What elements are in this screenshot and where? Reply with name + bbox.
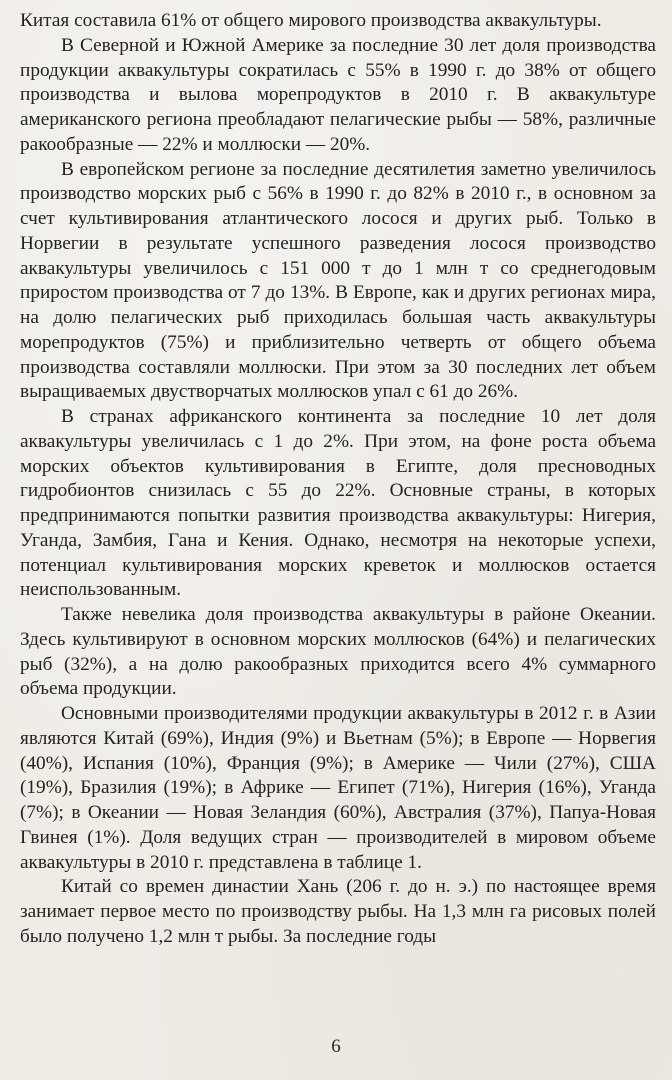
paragraph-americas: В Северной и Южной Америке за последние 30 лет доля производства продукции аквакультуры сократилась с 55% в 1990 г. до 38% от общего производства и вылова морепродуктов в 2010 г. В аквакультуре американского региона преобладают пелагические рыбы — 58%, различные ракообразные — 22% и моллюски — 20%. xyxy=(20,34,656,155)
paragraph-oceania: Также невелика доля производства аквакультуры в районе Океании. Здесь культивируют в основном морских моллюсков (64%) и пелагических рыб (32%), а на долю ракообразных приходится всего 4% суммарного объема продукции. xyxy=(20,604,656,700)
paragraph-africa: В странах африканского континента за последние 10 лет доля аквакультуры увеличилась с 1 до 2%. При этом, на фоне роста объема морских объектов культивирования в Египте, доля пресноводных гидробионтов снизилась с 55 до 22%. Основные страны, в которых предпринимаются попытки развития производства аквакультуры: Нигерия, Уганда, Замбия, Гана и Кения. Однако, несмотря на некоторые успехи, потенциал культивирования морских креветок и моллюсков остается неиспользованным. xyxy=(20,406,656,601)
paragraph-china: Китай со времен династии Хань (206 г. до н. э.) по настоящее время занимает первое место по производству рыбы. На 1,3 млн га рисовых полей было получено 1,2 млн т рыбы. За последние годы xyxy=(20,876,656,947)
paragraph-europe: В европейском регионе за последние десятилетия заметно увеличилось производство морских рыб с 56% в 1990 г. до 82% в 2010 г., в основном за счет культивирования атлантического лосося и других рыб. Только в Норвегии в результате успешного разведения лосося производство аквакультуры увеличилось с 151 000 т до 1 млн т со среднегодовым приростом производства от 7 до 13%. В Европе, как и других регионах мира, на долю пелагических рыб приходилась большая часть аквакультуры морепродуктов (75%) и приблизительно четверть от общего объема производства составляли моллюски. При этом за 30 последних лет объем выращиваемых двустворчатых моллюсков упал с 61 до 26%. xyxy=(20,158,656,403)
page-number: 6 xyxy=(331,1036,341,1057)
body-text xyxy=(20,9,656,950)
paragraph-continuation: Китая составила 61% от общего мирового производства аквакультуры. xyxy=(20,10,602,31)
paragraph-producers-2012: Основными производителями продукции аквакультуры в 2012 г. в Азии являются Китай (69%), Индия (9%) и Вьетнам (5%); в Европе — Норвегия (40%), Испания (10%), Франция (9%); в Америке — Чили (27%), США (19%), Бразилия (19%); в Африке — Египет (71%), Нигерия (16%), Уганда (7%); в Океании — Новая Зеландия (60%), Австралия (37%), Папуа-Новая Гвинея (1%). Доля ведущих стран — производителей в мировом объеме аквакультуры в 2010 г. представлена в таблице 1. xyxy=(20,703,656,873)
